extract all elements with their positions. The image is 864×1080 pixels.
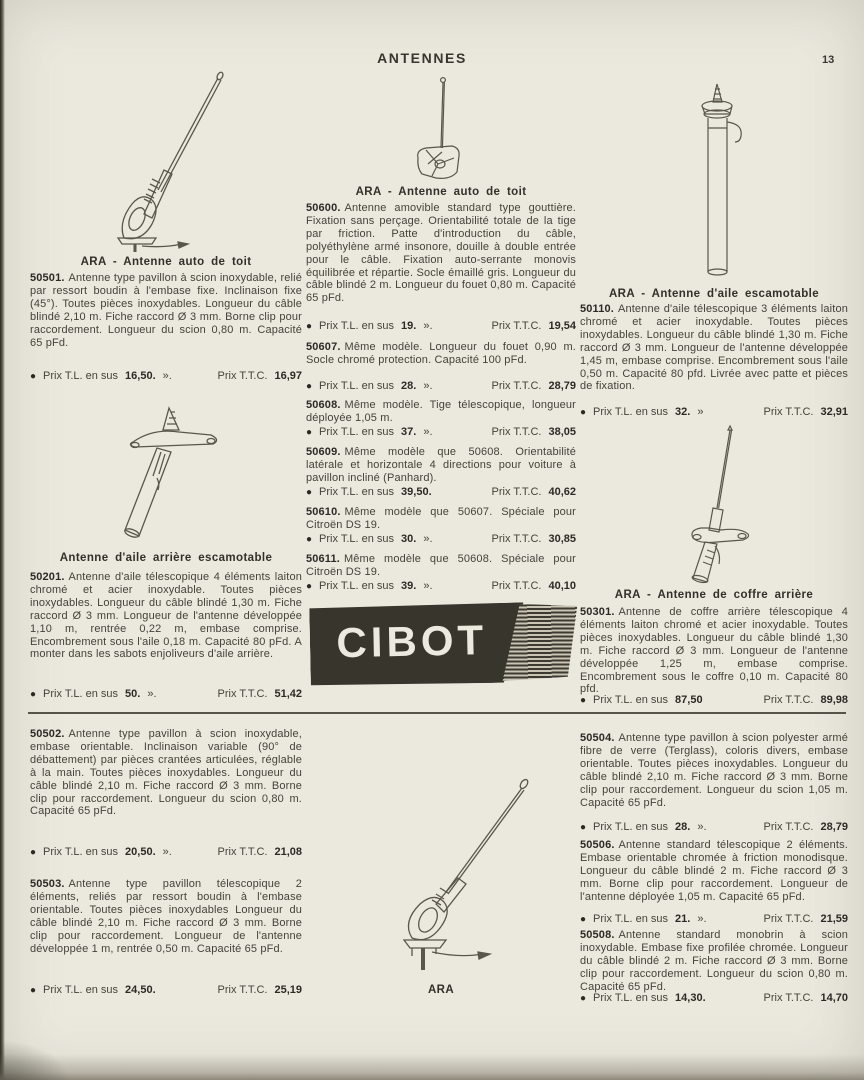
product-50609-ref: 50609. (306, 446, 341, 458)
price-sep: ». (423, 380, 433, 392)
product-50608-description (306, 399, 576, 425)
price-tl-label: Prix T.L. en sus (43, 984, 119, 996)
price-tl-label: Prix T.L. en sus (43, 370, 119, 382)
price-ttc-value: 51,42 (274, 688, 302, 700)
price-ttc-value: 89,98 (820, 694, 848, 706)
caption-ara: ARA (427, 984, 455, 996)
product-50506-text: Antenne standard télescopique 2 éléments. Embase orientable chromée à friction monodisque. Longueur du câble blindé 2 m. Fiche raccord Ø 3 mm. Borne clip pour raccordement. Longueur de l'antenne déployée 1,05 m. Capacité 65 pFd. (580, 839, 848, 903)
price-tl-value: 21. (675, 913, 691, 925)
price-ttc-label: Prix T.T.C. (491, 426, 542, 438)
page-title: ANTENNES (377, 50, 467, 66)
price-tl-label: Prix T.L. en sus (593, 821, 669, 833)
product-50610-text: Même modèle que 50607. Spéciale pour Citroën DS 19. (306, 506, 576, 531)
product-50508-price (580, 992, 848, 1004)
product-50608-price (306, 426, 576, 438)
product-50609-description (306, 446, 576, 485)
trunk-antenna-illustration (645, 420, 825, 586)
product-50504-text: Antenne type pavillon à scion polyester armé fibre de verre (Terglass), coloris divers, embase orientable. Toutes pièces inoxydables. Longueur du câble blindé 2,10 m. Fiche raccord Ø 3 mm. Borne clip pour raccordement. Longueur du scion 1,05 m. Capacité 65 pFd. (580, 732, 848, 809)
price-ttc-value: 28,79 (820, 821, 848, 833)
price-sep: ». (423, 426, 433, 438)
bullet-icon: ● (306, 581, 313, 592)
price-tl-value: 24,50. (125, 984, 156, 996)
product-50608-text: Même modèle. Tige télescopique, longueur déployée 1,05 m. (306, 399, 576, 424)
price-tl-value: 16,50. (125, 370, 156, 382)
bullet-icon: ● (306, 381, 313, 392)
price-tl-label: Prix T.L. en sus (319, 580, 395, 592)
product-50607-price (306, 380, 576, 392)
product-50611-price (306, 580, 576, 592)
price-ttc-label: Prix T.T.C. (491, 380, 542, 392)
product-50501-ref: 50501. (30, 272, 65, 284)
product-50508-description (580, 929, 848, 994)
product-50201-ref: 50201. (30, 571, 65, 583)
price-tl-label: Prix T.L. en sus (319, 320, 395, 332)
product-50501-description (30, 272, 302, 349)
product-50506-ref: 50506. (580, 839, 615, 851)
price-tl-label: Prix T.L. en sus (593, 406, 669, 418)
product-50608-ref: 50608. (306, 399, 341, 411)
product-50600-price (306, 320, 576, 332)
price-tl-label: Prix T.L. en sus (593, 694, 669, 706)
product-50506-description (580, 839, 848, 904)
product-50504-price (580, 821, 848, 833)
price-tl-value: 14,30. (675, 992, 706, 1004)
price-tl-label: Prix T.L. en sus (43, 846, 119, 858)
price-tl-value: 87,50 (675, 694, 703, 706)
product-50502-price (30, 846, 302, 858)
price-ttc-value: 16,97 (274, 370, 302, 382)
price-tl-value: 37. (401, 426, 417, 438)
product-50201-text: Antenne d'aile télescopique 4 éléments laiton chromé et acier inoxydable. Toutes pièces inoxydables. Longueur du câble blindé 1,30 m. Fiche raccord Ø 3 mm. Longueur de l'antenne développée 1,10 m, rentrée 0,22 m, embase comprise. Encombrement sous l'aile 0,18 m. Capacité 80 pFd. A monter dans les sabots enjoliveurs d'aile arrière. (30, 571, 302, 661)
product-50504-description (580, 732, 848, 809)
product-50110-description (580, 303, 848, 393)
price-ttc-value: 14,70 (820, 992, 848, 1004)
page-number: 13 (822, 54, 835, 66)
price-ttc-label: Prix T.T.C. (217, 688, 268, 700)
product-50600-description (306, 202, 576, 305)
price-tl-value: 20,50. (125, 846, 156, 858)
bullet-icon: ● (306, 321, 313, 332)
price-ttc-label: Prix T.T.C. (763, 694, 814, 706)
price-ttc-label: Prix T.T.C. (217, 846, 268, 858)
product-50607-ref: 50607. (306, 341, 341, 353)
price-tl-label: Prix T.L. en sus (319, 426, 395, 438)
product-50503-description (30, 878, 302, 955)
scan-edge-bottom (0, 1054, 864, 1080)
price-ttc-value: 40,62 (548, 486, 576, 498)
ara-antenna-large-illustration (340, 770, 550, 982)
price-ttc-label: Prix T.T.C. (491, 320, 542, 332)
product-50611-description (306, 553, 576, 579)
price-ttc-value: 32,91 (820, 406, 848, 418)
price-ttc-label: Prix T.T.C. (763, 913, 814, 925)
price-sep: ». (147, 688, 157, 700)
price-tl-value: 28. (401, 380, 417, 392)
price-tl-value: 32. (675, 406, 691, 418)
caption-trunk-antenna: ARA - Antenne de coffre arrière (614, 589, 814, 601)
caption-roof-antenna-mid: ARA - Antenne auto de toit (355, 186, 527, 198)
price-ttc-label: Prix T.T.C. (217, 984, 268, 996)
bullet-icon: ● (306, 534, 313, 545)
bullet-icon: ● (580, 695, 587, 706)
price-sep: ». (423, 580, 433, 592)
price-tl-label: Prix T.L. en sus (319, 380, 395, 392)
bullet-icon: ● (580, 993, 587, 1004)
product-50610-price (306, 533, 576, 545)
price-ttc-label: Prix T.T.C. (763, 821, 814, 833)
product-50301-price (580, 694, 848, 706)
product-50110-price (580, 406, 848, 418)
bullet-icon: ● (580, 914, 587, 925)
price-ttc-value: 25,19 (274, 984, 302, 996)
product-50609-text: Même modèle que 50608. Orientabilité latérale et horizontale 4 directions pour voiture à pavillon incliné (Panhard). (306, 446, 576, 484)
price-tl-value: 39. (401, 580, 417, 592)
product-50301-ref: 50301. (580, 606, 615, 618)
price-ttc-label: Prix T.T.C. (491, 580, 542, 592)
price-tl-value: 39,50. (401, 486, 432, 498)
price-ttc-label: Prix T.T.C. (217, 370, 268, 382)
price-ttc-value: 21,08 (274, 846, 302, 858)
bullet-icon: ● (306, 427, 313, 438)
product-50502-text: Antenne type pavillon à scion inoxydable, embase orientable. Inclinaison variable (90° de débattement) par pièces crantées articulées, réglable à la main. Toutes pièces inoxydables. Longueur du câble blindé 2,10 m. Fiche raccord Ø 3 mm. Borne clip pour raccordement. Longueur du scion 0,80 m. Capacité 65 pFd. (30, 728, 302, 818)
product-50503-text: Antenne type pavillon télescopique 2 éléments, reliés par ressort boudin à l'embase orientable. Toutes pièces inoxydables Longueur du câble blindé 2,10 m. Fiche raccord Ø 3 mm. Borne clip pour raccordement. Longueur de l'antenne développée 1 m, rentrée 0,50 m. Capacité 65 pFd. (30, 878, 302, 955)
rear-wing-antenna-illustration (95, 398, 255, 548)
cibot-logo-text: CIBOT (335, 616, 488, 667)
caption-roof-antenna-left: ARA - Antenne auto de toit (80, 256, 252, 268)
product-50503-price (30, 984, 302, 996)
price-sep: ». (697, 821, 707, 833)
bullet-icon: ● (30, 371, 37, 382)
product-50110-text: Antenne d'aile télescopique 3 éléments laiton chromé et acier inoxydable. Toutes pièces inoxydables. Longueur du câble blindé 1,30 m. Fiche raccord Ø 3 mm. Longueur de l'antenne développée 1,45 m, embase comprise. Encombrement sous l'aile 0,50 m. Capacité 80 pfd. Livrée avec patte et pièces de fixation. (580, 303, 848, 393)
bullet-icon: ● (580, 407, 587, 418)
price-ttc-label: Prix T.T.C. (763, 406, 814, 418)
caption-wing-antenna: ARA - Antenne d'aile escamotable (608, 288, 820, 300)
price-sep: » (697, 406, 704, 418)
price-tl-label: Prix T.L. en sus (593, 913, 669, 925)
price-tl-value: 19. (401, 320, 417, 332)
price-ttc-value: 30,85 (548, 533, 576, 545)
bullet-icon: ● (306, 487, 313, 498)
caption-rear-wing-antenna: Antenne d'aile arrière escamotable (59, 552, 273, 564)
price-sep: ». (162, 846, 172, 858)
section-divider (28, 712, 846, 714)
wing-antenna-illustration (665, 76, 775, 284)
price-ttc-value: 19,54 (548, 320, 576, 332)
product-50508-text: Antenne standard monobrin à scion inoxydable. Embase fixe profilée chromée. Longueur du câble blindé 2 m. Fiche raccord Ø 3 mm. Borne clip pour raccordement. Longueur du scion 0,80 m. Capacité 65 pFd. (580, 929, 848, 993)
bullet-icon: ● (30, 985, 37, 996)
gutter-antenna-illustration (380, 72, 500, 184)
price-tl-label: Prix T.L. en sus (593, 992, 669, 1004)
product-50201-price (30, 688, 302, 700)
bullet-icon: ● (30, 689, 37, 700)
product-50502-ref: 50502. (30, 728, 65, 740)
product-50110-ref: 50110. (580, 303, 614, 315)
product-50506-price (580, 913, 848, 925)
price-ttc-value: 28,79 (548, 380, 576, 392)
product-50611-ref: 50611. (306, 553, 340, 565)
product-50611-text: Même modèle que 50608. Spéciale pour Citroën DS 19. (306, 553, 576, 578)
price-ttc-value: 40,10 (548, 580, 576, 592)
price-ttc-value: 38,05 (548, 426, 576, 438)
price-sep: ». (697, 913, 707, 925)
bullet-icon: ● (30, 847, 37, 858)
scan-edge-corner (0, 1040, 70, 1080)
price-tl-label: Prix T.L. en sus (43, 688, 119, 700)
price-ttc-label: Prix T.T.C. (763, 992, 814, 1004)
product-50600-ref: 50600. (306, 202, 341, 214)
price-tl-label: Prix T.L. en sus (319, 486, 395, 498)
product-50600-text: Antenne amovible standard type gouttière. Fixation sans perçage. Orientabilité totale de la tige par friction. Patte d'introduction du câble, polyéthylène armé insonore, douille à double entrée pour le câble. Fixation auto-serrante monovis équilibrée et répartie. Socle émaillé gris. Longueur du câble blindé 2 m. Longueur du fouet 0,80 m. Capacité 65 pFd. (306, 202, 576, 305)
price-sep: ». (162, 370, 172, 382)
product-50201-description (30, 571, 302, 661)
roof-antenna-illustration (60, 62, 260, 252)
product-50610-description (306, 506, 576, 532)
product-50607-description (306, 341, 576, 367)
product-50607-text: Même modèle. Longueur du fouet 0,90 m. Socle chromé protection. Capacité 100 pFd. (306, 341, 576, 366)
price-ttc-label: Prix T.T.C. (491, 486, 542, 498)
product-50504-ref: 50504. (580, 732, 615, 744)
price-tl-value: 50. (125, 688, 141, 700)
price-tl-value: 28. (675, 821, 691, 833)
product-50610-ref: 50610. (306, 506, 341, 518)
scan-edge-left (0, 0, 5, 1080)
price-sep: ». (423, 320, 433, 332)
price-tl-value: 30. (401, 533, 417, 545)
product-50301-description (580, 606, 848, 696)
price-ttc-label: Prix T.T.C. (491, 533, 542, 545)
product-50301-text: Antenne de coffre arrière télescopique 4 éléments laiton chromé et acier inoxydable. Toutes pièces inoxydables. Longueur du câble blindé 1,30 m. Fiche raccord Ø 3 mm. Longueur de l'antenne développée 1,25 m, embase comprise. Encombrement sous le coffre 0,10 m. Capacité 80 pfd. (580, 606, 848, 696)
product-50501-text: Antenne type pavillon à scion inoxydable, relié par ressort boudin à l'embase fixe. Inclinaison fixe (45°). Toutes pièces inoxydables. Longueur du câble blindé 2,10 m. Fiche raccord Ø 3 mm. Borne clip pour raccordement. Longueur du scion 0,80 m. Capacité 65 pFd. (30, 272, 302, 349)
product-50502-description (30, 728, 302, 818)
cibot-logo (309, 601, 579, 687)
product-50503-ref: 50503. (30, 878, 65, 890)
price-tl-label: Prix T.L. en sus (319, 533, 395, 545)
product-50609-price (306, 486, 576, 498)
price-ttc-value: 21,59 (820, 913, 848, 925)
product-50508-ref: 50508. (580, 929, 615, 941)
product-50501-price (30, 370, 302, 382)
bullet-icon: ● (580, 822, 587, 833)
price-sep: ». (423, 533, 433, 545)
